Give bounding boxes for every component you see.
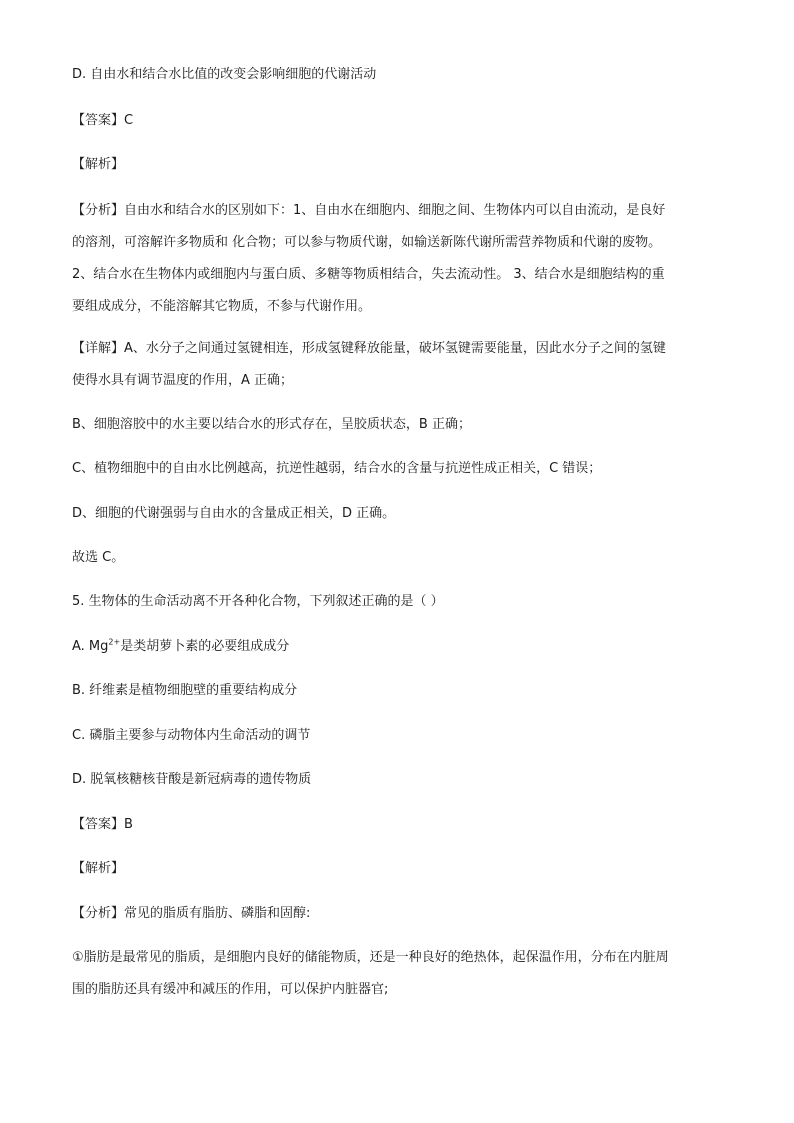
- q4-fenxi-paragraph: [72, 195, 732, 323]
- q5-option-b: B. 纤维素是植物细胞壁的重要结构成分: [72, 683, 298, 698]
- q5-option-c: C. 磷脂主要参与动物体内生命活动的调节: [72, 728, 311, 743]
- q5-point1-paragraph: [72, 942, 732, 1006]
- q5-stem: 5. 生物体的生命活动离不开各种化合物，下列叙述正确的是（ ）: [72, 594, 444, 609]
- q4-explain-c: C、植物细胞中的自由水比例越高，抗逆性越弱，结合水的含量与抗逆性成正相关，C 错误；: [72, 461, 602, 476]
- q4-xiangjie-line: 【详解】A、水分子之间通过氢键相连，形成氢键释放能量，破坏氢键需要能量，因此水分子之间的氢键: [72, 341, 666, 356]
- q5-answer: 【答案】B: [72, 817, 133, 832]
- q5-fenxi: 【分析】常见的脂质有脂肪、磷脂和固醇:: [72, 906, 311, 921]
- q4-explain-d: D、细胞的代谢强弱与自由水的含量成正相关，D 正确。: [72, 506, 396, 521]
- q5-option-a-prefix: A. Mg: [72, 639, 109, 654]
- q4-fenxi-line: 【分析】自由水和结合水的区别如下：1、自由水在细胞内、细胞之间、生物体内可以自由流动，是良好: [72, 203, 666, 218]
- q4-explain-b: B、细胞溶胶中的水主要以结合水的形式存在，呈胶质状态，B 正确；: [72, 417, 471, 432]
- q4-answer: 【答案】C: [72, 113, 134, 128]
- q4-option-d: D. 自由水和结合水比值的改变会影响细胞的代谢活动: [72, 67, 377, 82]
- q4-xiangjie-paragraph: [72, 333, 732, 397]
- q5-option-d: D. 脱氧核糖核苷酸是新冠病毒的遗传物质: [72, 772, 312, 787]
- q5-analysis-heading: 【解析】: [72, 861, 125, 876]
- q4-fenxi-line: 的溶剂，可溶解许多物质和 化合物；可以参与物质代谢，如输送新陈代谢所需营养物质和代谢的废物。: [72, 235, 662, 250]
- q5-point1-line: 围的脂肪还具有缓冲和减压的作用，可以保护内脏器官;: [72, 982, 389, 997]
- q4-choice: 故选 C。: [72, 550, 125, 565]
- q5-option-a-rest: 是类胡萝卜素的必要组成成分: [120, 639, 290, 654]
- q4-fenxi-line: 要组成成分，不能溶解其它物质，不参与代谢作用。: [72, 299, 372, 314]
- q4-analysis-heading: 【解析】: [72, 157, 125, 172]
- q5-point1-line: ①脂肪是最常见的脂质，是细胞内良好的储能物质，还是一种良好的绝热体，起保温作用，分布在内脏周: [72, 950, 669, 965]
- q4-xiangjie-line: 使得水具有调节温度的作用，A 正确；: [72, 373, 294, 388]
- q5-option-a: [72, 638, 732, 656]
- q4-fenxi-line: 2、结合水在生物体内或细胞内与蛋白质、多糖等物质相结合，失去流动性。 3、结合水是细胞结构的重: [72, 267, 665, 282]
- q5-option-a-superscript: 2+: [108, 637, 121, 647]
